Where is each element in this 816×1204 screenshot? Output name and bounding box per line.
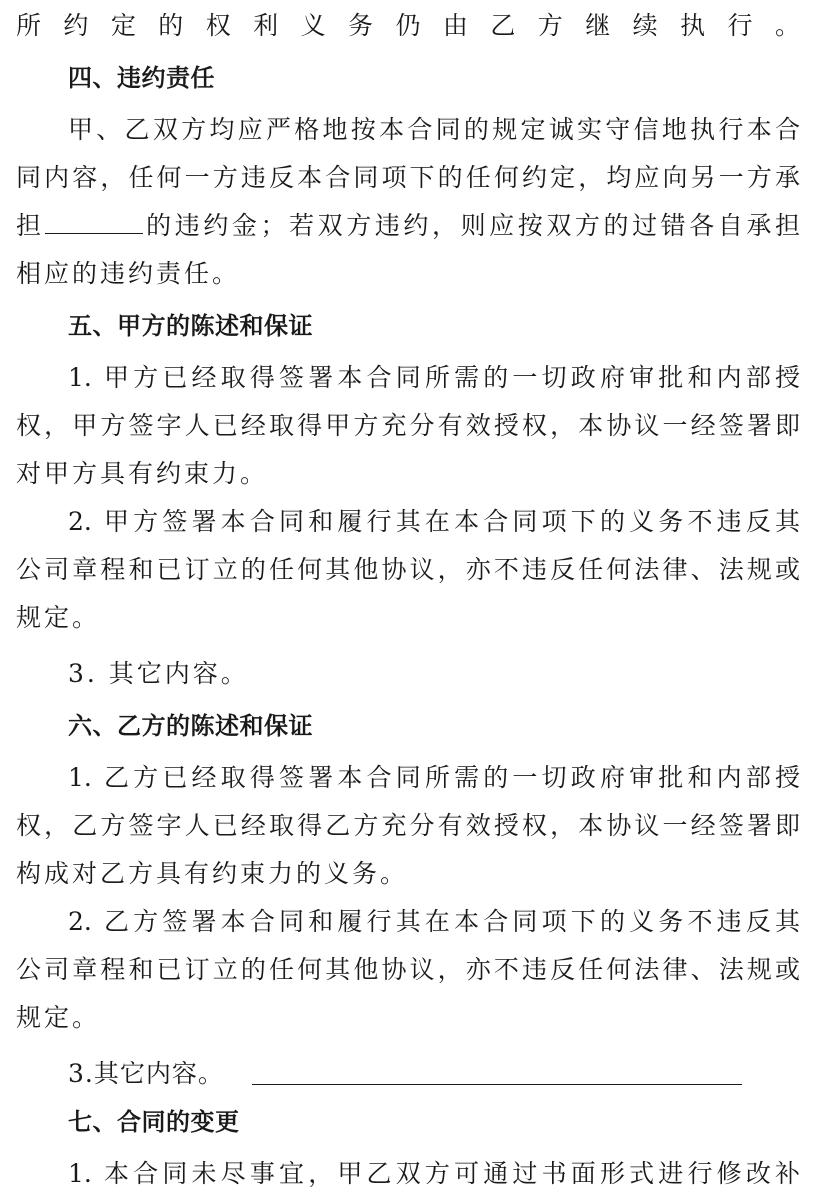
paragraph-text: 担	[16, 211, 45, 240]
paragraph-line: 权，乙方签字人已经取得乙方充分有效授权，本协议一经签署即	[16, 811, 800, 840]
paragraph-line: 相应的违约责任。	[16, 259, 241, 288]
paragraph-line: 3. 其它内容。	[68, 659, 249, 688]
section-heading-party-b-warranties: 六、乙方的陈述和保证	[68, 712, 313, 740]
paragraph-line: 1. 本合同未尽事宜，甲乙双方可通过书面形式进行修改补	[68, 1159, 800, 1188]
paragraph-line: 构成对乙方具有约束力的义务。	[16, 859, 409, 888]
paragraph-line: 3.其它内容。	[68, 1059, 224, 1088]
paragraph-line: 权，甲方签字人已经取得甲方充分有效授权，本协议一经签署即	[16, 411, 800, 440]
paragraph-line: 规定。	[16, 1003, 101, 1032]
section-heading-party-a-warranties: 五、甲方的陈述和保证	[68, 312, 313, 340]
paragraph-line: 对甲方具有约束力。	[16, 459, 269, 488]
paragraph-line: 所约定的权利义务仍由乙方继续执行。	[16, 11, 800, 40]
other-content-blank[interactable]	[252, 1084, 742, 1085]
section-heading-contract-changes: 七、合同的变更	[68, 1108, 240, 1136]
paragraph-line: 1. 甲方已经取得签署本合同所需的一切政府审批和内部授	[68, 363, 800, 392]
paragraph-line: 公司章程和已订立的任何其他协议，亦不违反任何法律、法规或	[16, 555, 800, 584]
paragraph-line: 1. 乙方已经取得签署本合同所需的一切政府审批和内部授	[68, 763, 800, 792]
paragraph-line-with-blank	[16, 204, 800, 248]
section-heading-breach-liability: 四、违约责任	[68, 64, 215, 92]
paragraph-text: 的违约金；若双方违约，则应按双方的过错各自承担	[142, 211, 800, 240]
paragraph-line: 2. 乙方签署本合同和履行其在本合同项下的义务不违反其	[68, 907, 800, 936]
penalty-amount-blank[interactable]	[45, 207, 143, 234]
paragraph-line: 甲、乙双方均应严格地按本合同的规定诚实守信地执行本合	[68, 115, 800, 144]
paragraph-line: 2. 甲方签署本合同和履行其在本合同项下的义务不违反其	[68, 507, 800, 536]
paragraph-line: 规定。	[16, 603, 101, 632]
paragraph-line: 同内容，任何一方违反本合同项下的任何约定，均应向另一方承	[16, 163, 800, 192]
paragraph-line: 公司章程和已订立的任何其他协议，亦不违反任何法律、法规或	[16, 955, 800, 984]
